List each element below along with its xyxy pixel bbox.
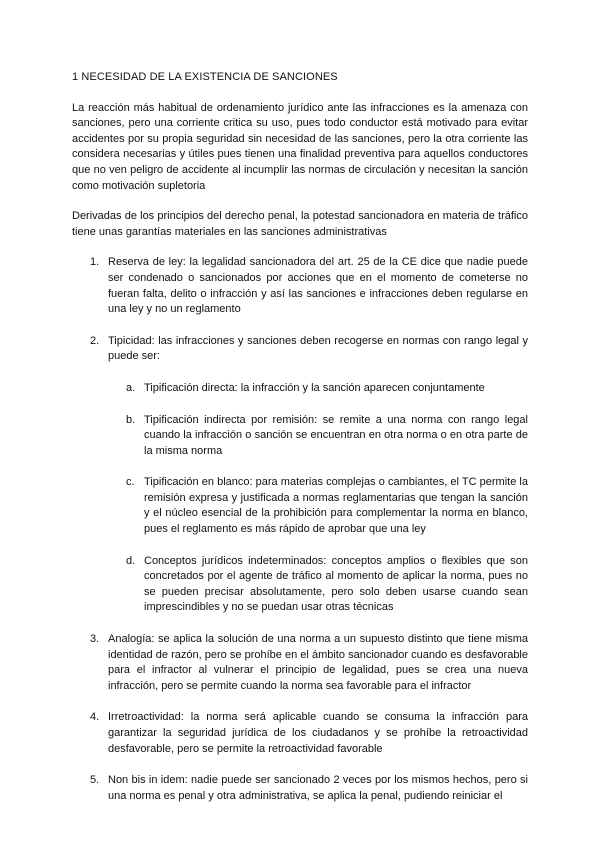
- list-number: 3.: [90, 633, 100, 646]
- list-item-analogia: [72, 632, 528, 694]
- list-item-reserva-de-ley: [72, 255, 528, 317]
- section-title: 1 NECESIDAD DE LA EXISTENCIA DE SANCIONES: [72, 71, 338, 83]
- sublist-letter: a.: [126, 381, 136, 394]
- principles-list: [72, 255, 528, 804]
- list-number: 2.: [90, 334, 100, 347]
- list-item-text: Tipicidad: las infracciones y sanciones deben recogerse en normas con rango legal y puede ser:: [108, 334, 528, 363]
- list-item-text: Analogía: se aplica la solución de una norma a un supuesto distinto que tiene misma identidad de razón, pero se prohíbe en el ámbito sancionador cuando es desfavorable para el infractor al vulnerar el principio de legalidad, pues se crea una nueva infracción, pero se permite cuando la norma sea favorable para el infractor: [108, 633, 528, 692]
- tipicidad-sublist: [108, 381, 528, 616]
- sublist-item-text: Tipificación directa: la infracción y la sanción aparecen conjuntamente: [144, 381, 485, 394]
- list-item-irretroactividad: [72, 710, 528, 757]
- sublist-letter: d.: [126, 554, 136, 567]
- sublist-item-text: Tipificación indirecta por remisión: se remite a una norma con rango legal cuando la infracción o sanción se encuentran en otra norma o en otra parte de la misma norma: [144, 413, 528, 457]
- sublist-item-indirecta: [108, 413, 528, 460]
- list-item-non-bis-in-idem: [72, 773, 528, 804]
- derived-paragraph: Derivadas de los principios del derecho penal, la potestad sancionadora en materia de tráfico tiene unas garantías materiales en las sanciones administrativas: [72, 210, 528, 238]
- list-item-text: Reserva de ley: la legalidad sancionadora del art. 25 de la CE dice que nadie puede ser condenado o sancionados por acciones que en el momento de cometerse no fueran falta, delito o infracción y así las sanciones e infracciones deben regularse en una ley y no un reglamento: [108, 256, 528, 316]
- sublist-item-directa: [108, 381, 528, 397]
- document-page: [72, 70, 528, 820]
- sublist-item-text: Tipificación en blanco: para materias complejas o cambiantes, el TC permite la remisión expresa y justificada a normas reglamentarias que tengan la sanción y el núcleo esencial de la prohibición para complementar la norma en blanco, pues el reglamento es más rápido de aprobar que una ley: [144, 476, 528, 536]
- sublist-item-text: Conceptos jurídicos indeterminados: conceptos amplios o flexibles que son concretados por el agente de tráfico al momento de aplicar la norma, pues no se pueden precisar absolutamente, pero solo deben usarse cuando sean imprescindibles y no se puedan usar otras técnicas: [144, 554, 528, 614]
- sublist-item-conceptos: [108, 554, 528, 616]
- list-number: 5.: [90, 774, 100, 787]
- intro-paragraph: La reacción más habitual de ordenamiento jurídico ante las infracciones es la amenaza con sanciones, pero una corriente critica su uso, pues todo conductor está motivado para evitar accidentes por su propia seguridad sin necesidad de las sanciones, pero la otra corriente las considera necesarias y útiles pues tienen una finalidad preventiva para aquellos conductores que no ven peligro de accidente al incumplir las normas de circulación y necesitan la sanción como motivación supletoria: [72, 101, 528, 192]
- list-number: 1.: [90, 256, 100, 269]
- sublist-item-en-blanco: [108, 475, 528, 537]
- list-item-text: Non bis in idem: nadie puede ser sancionado 2 veces por los mismos hechos, pero si una norma es penal y otra administrativa, se aplica la penal, pudiendo reiniciar el: [108, 774, 528, 802]
- list-number: 4.: [90, 711, 100, 724]
- list-item-text: Irretroactividad: la norma será aplicable cuando se consuma la infracción para garantizar la seguridad jurídica de los ciudadanos y se prohíbe la retroactividad desfavorable, pero se permite la retroactividad favorable: [108, 711, 528, 755]
- list-item-tipicidad: [72, 334, 528, 616]
- sublist-letter: b.: [126, 413, 136, 426]
- sublist-letter: c.: [126, 476, 135, 489]
